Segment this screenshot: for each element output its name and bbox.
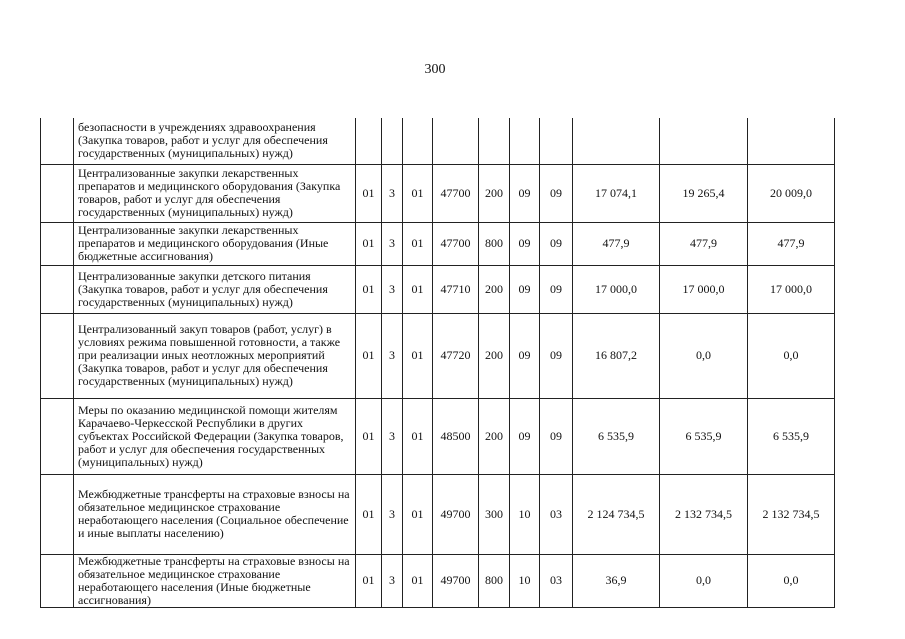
table-row — [41, 313, 835, 398]
expense-type-code-cell: 800 — [479, 554, 510, 607]
program-code-cell: 3 — [382, 265, 403, 313]
row-number-cell — [41, 398, 74, 474]
chapter-code-cell — [510, 118, 540, 164]
section-code-cell: 01 — [356, 398, 382, 474]
subchapter-code-cell — [540, 118, 573, 164]
subprogram-code-cell: 01 — [403, 164, 433, 222]
subchapter-code-cell: 03 — [540, 554, 573, 607]
amount-year-1-cell: 16 807,2 — [573, 313, 660, 398]
description-cell: безопасности в учреждениях здравоохранения (Закупка товаров, работ и услуг для обеспечения государственных (муниципальных) нужд) — [74, 118, 356, 164]
direction-code-cell: 47720 — [433, 313, 479, 398]
section-code-cell: 01 — [356, 313, 382, 398]
description-cell: Межбюджетные трансферты на страховые взносы на обязательное медицинское страхование неработающего населения (Социальное обеспечение и иные выплаты населению) — [74, 474, 356, 554]
section-code-cell: 01 — [356, 474, 382, 554]
subchapter-code-cell: 09 — [540, 398, 573, 474]
program-code-cell: 3 — [382, 313, 403, 398]
amount-year-3-cell: 477,9 — [748, 222, 835, 265]
description-cell: Централизованный закуп товаров (работ, услуг) в условиях режима повышенной готовности, а также при реализации иных неотложных мероприятий (Закупка товаров, работ и услуг для обеспечения государственных (муниципальных) нужд) — [74, 313, 356, 398]
expense-type-code-cell: 300 — [479, 474, 510, 554]
budget-table — [40, 118, 835, 608]
amount-year-1-cell: 17 074,1 — [573, 164, 660, 222]
program-code-cell: 3 — [382, 164, 403, 222]
direction-code-cell: 47700 — [433, 164, 479, 222]
row-number-cell — [41, 222, 74, 265]
subprogram-code-cell: 01 — [403, 554, 433, 607]
expense-type-code-cell: 200 — [479, 398, 510, 474]
table-row — [41, 265, 835, 313]
direction-code-cell: 49700 — [433, 554, 479, 607]
direction-code-cell — [433, 118, 479, 164]
row-number-cell — [41, 474, 74, 554]
table-row — [41, 554, 835, 607]
subchapter-code-cell: 09 — [540, 164, 573, 222]
program-code-cell: 3 — [382, 554, 403, 607]
amount-year-2-cell: 0,0 — [660, 554, 748, 607]
amount-year-3-cell: 6 535,9 — [748, 398, 835, 474]
subprogram-code-cell — [403, 118, 433, 164]
direction-code-cell: 47710 — [433, 265, 479, 313]
table-row — [41, 222, 835, 265]
subchapter-code-cell: 03 — [540, 474, 573, 554]
chapter-code-cell: 09 — [510, 398, 540, 474]
amount-year-2-cell: 477,9 — [660, 222, 748, 265]
section-code-cell — [356, 118, 382, 164]
expense-type-code-cell — [479, 118, 510, 164]
amount-year-3-cell: 0,0 — [748, 313, 835, 398]
program-code-cell: 3 — [382, 222, 403, 265]
amount-year-3-cell — [748, 118, 835, 164]
expense-type-code-cell: 800 — [479, 222, 510, 265]
row-number-cell — [41, 265, 74, 313]
program-code-cell: 3 — [382, 398, 403, 474]
table-row — [41, 164, 835, 222]
amount-year-1-cell: 17 000,0 — [573, 265, 660, 313]
chapter-code-cell: 09 — [510, 164, 540, 222]
subprogram-code-cell: 01 — [403, 398, 433, 474]
table-row — [41, 474, 835, 554]
description-cell: Централизованные закупки лекарственных препаратов и медицинского оборудования (Иные бюджетные ассигнования) — [74, 222, 356, 265]
amount-year-1-cell — [573, 118, 660, 164]
amount-year-1-cell: 2 124 734,5 — [573, 474, 660, 554]
expense-type-code-cell: 200 — [479, 265, 510, 313]
row-number-cell — [41, 164, 74, 222]
section-code-cell: 01 — [356, 164, 382, 222]
chapter-code-cell: 10 — [510, 554, 540, 607]
description-cell: Меры по оказанию медицинской помощи жителям Карачаево-Черкесской Республики в других субъектах Российской Федерации (Закупка товаров, работ и услуг для обеспечения государственных (муниципальных) нужд) — [74, 398, 356, 474]
direction-code-cell: 49700 — [433, 474, 479, 554]
program-code-cell: 3 — [382, 474, 403, 554]
section-code-cell: 01 — [356, 554, 382, 607]
amount-year-2-cell: 2 132 734,5 — [660, 474, 748, 554]
row-number-cell — [41, 118, 74, 164]
row-number-cell — [41, 313, 74, 398]
expense-type-code-cell: 200 — [479, 313, 510, 398]
subchapter-code-cell: 09 — [540, 313, 573, 398]
amount-year-1-cell: 477,9 — [573, 222, 660, 265]
chapter-code-cell: 10 — [510, 474, 540, 554]
chapter-code-cell: 09 — [510, 222, 540, 265]
description-cell: Централизованные закупки детского питания (Закупка товаров, работ и услуг для обеспечения государственных (муниципальных) нужд) — [74, 265, 356, 313]
amount-year-1-cell: 6 535,9 — [573, 398, 660, 474]
subprogram-code-cell: 01 — [403, 265, 433, 313]
amount-year-3-cell: 2 132 734,5 — [748, 474, 835, 554]
page-number: 300 — [424, 62, 446, 77]
chapter-code-cell: 09 — [510, 265, 540, 313]
budget-table-body — [41, 118, 835, 607]
section-code-cell: 01 — [356, 265, 382, 313]
table-row — [41, 398, 835, 474]
direction-code-cell: 47700 — [433, 222, 479, 265]
amount-year-3-cell: 20 009,0 — [748, 164, 835, 222]
direction-code-cell: 48500 — [433, 398, 479, 474]
amount-year-3-cell: 17 000,0 — [748, 265, 835, 313]
table-row — [41, 118, 835, 164]
amount-year-3-cell: 0,0 — [748, 554, 835, 607]
chapter-code-cell: 09 — [510, 313, 540, 398]
amount-year-2-cell — [660, 118, 748, 164]
amount-year-2-cell: 0,0 — [660, 313, 748, 398]
subchapter-code-cell: 09 — [540, 265, 573, 313]
program-code-cell — [382, 118, 403, 164]
row-number-cell — [41, 554, 74, 607]
amount-year-1-cell: 36,9 — [573, 554, 660, 607]
amount-year-2-cell: 19 265,4 — [660, 164, 748, 222]
subprogram-code-cell: 01 — [403, 474, 433, 554]
subchapter-code-cell: 09 — [540, 222, 573, 265]
section-code-cell: 01 — [356, 222, 382, 265]
subprogram-code-cell: 01 — [403, 222, 433, 265]
description-cell: Централизованные закупки лекарственных препаратов и медицинского оборудования (Закупка товаров, работ и услуг для обеспечения государственных (муниципальных) нужд) — [74, 164, 356, 222]
description-cell: Межбюджетные трансферты на страховые взносы на обязательное медицинское страхование неработающего населения (Иные бюджетные ассигнования) — [74, 554, 356, 607]
amount-year-2-cell: 17 000,0 — [660, 265, 748, 313]
amount-year-2-cell: 6 535,9 — [660, 398, 748, 474]
expense-type-code-cell: 200 — [479, 164, 510, 222]
subprogram-code-cell: 01 — [403, 313, 433, 398]
